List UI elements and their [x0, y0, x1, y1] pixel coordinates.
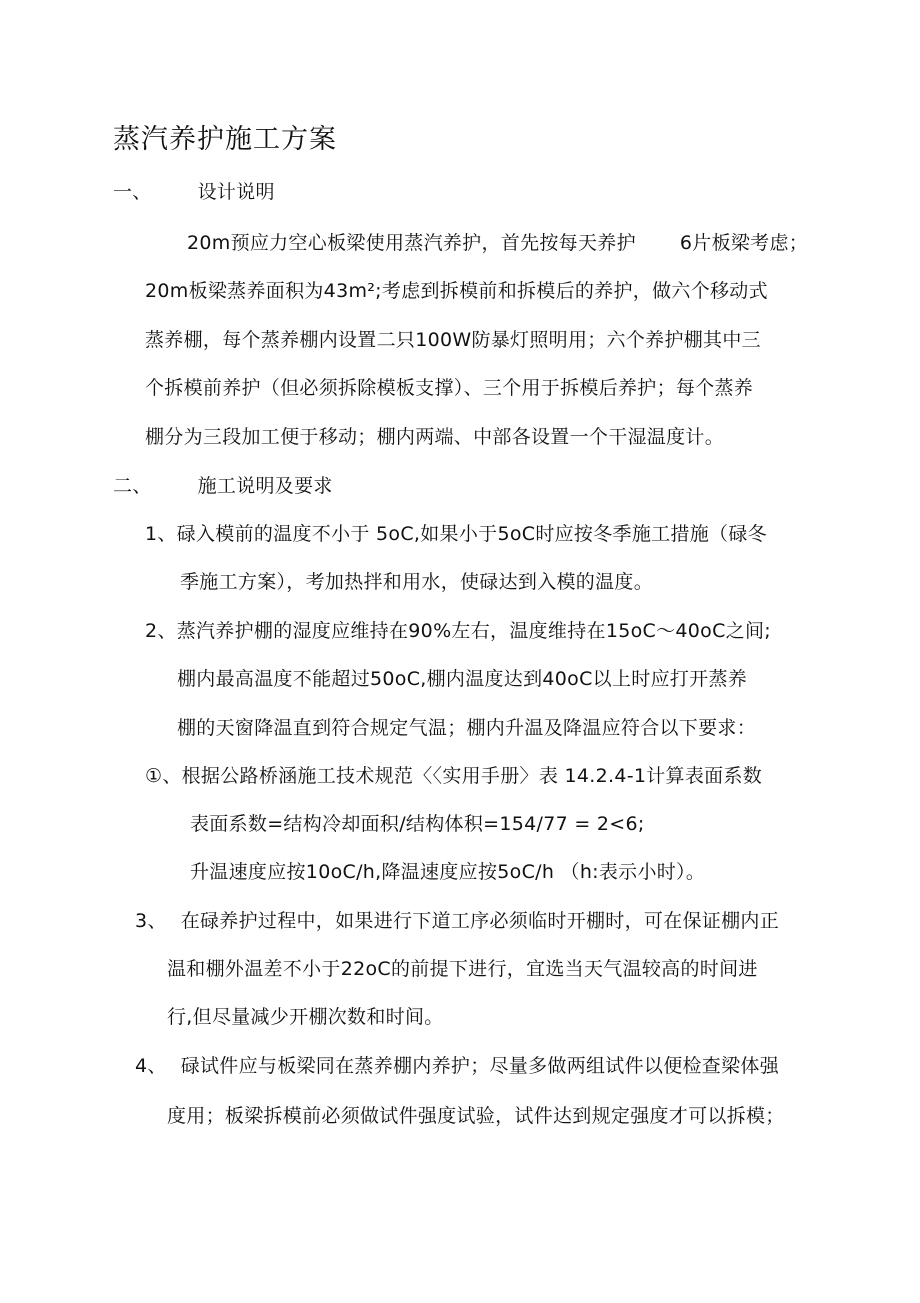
item-3-line: [135, 907, 779, 935]
item-2-line: 棚内最高温度不能超过50oC,棚内温度达到40oC以上时应打开蒸养: [177, 668, 748, 690]
section-2-number: 二、: [113, 475, 152, 497]
sub-item-line: 表面系数=结构冷却面积/结构体积=154/77 = 2<6;: [190, 813, 645, 835]
item-2-line: 棚的天窗降温直到符合规定气温；棚内升温及降温应符合以下要求：: [177, 717, 757, 739]
paragraph-line: 个拆模前养护（但必须拆除模板支撑）、三个用于拆模后养护；每个蒸养: [145, 377, 754, 399]
item-3-number: 3、: [135, 910, 167, 932]
section-1-heading: [113, 178, 275, 206]
paragraph-line: 20m板梁蒸养面积为43m²;考虑到拆模前和拆模后的养护，做六个移动式: [145, 280, 768, 302]
item-2-line: 2、蒸汽养护棚的湿度应维持在90%左右，温度维持在15oC〜40oC之间;: [145, 620, 771, 642]
item-4-line: 度用；板梁拆模前必须做试件强度试验，试件达到规定强度才可以拆模；: [167, 1105, 785, 1127]
item-4-line: [135, 1052, 779, 1080]
page-title: 蒸汽养护施工方案: [113, 124, 337, 155]
paragraph-line: 棚分为三段加工便于移动；棚内两端、中部各设置一个干湿温度计。: [145, 426, 725, 448]
paragraph-line: 蒸养棚，每个蒸养棚内设置二只100W防暴灯照明用；六个养护棚其中三: [145, 329, 761, 351]
item-1-line: 季施工方案），考加热拌和用水，使碌达到入模的温度。: [180, 571, 654, 593]
sub-item-line: 升温速度应按10oC/h,降温速度应按5oC/h （h:表示小时）。: [190, 861, 706, 883]
paragraph-line: [187, 229, 808, 257]
text-segment: 碌试件应与板梁同在蒸养棚内养护；尽量多做两组试件以便检查梁体强: [180, 1055, 780, 1077]
sub-item-line: ①、根据公路桥涵施工技术规范〈〈实用手册〉表 14.2.4-1计算表面系数: [145, 765, 763, 787]
item-3-line: 行,但尽量减少开棚次数和时间。: [167, 1006, 444, 1028]
section-1-title: 设计说明: [197, 181, 275, 203]
text-segment: 6片板梁考虑；: [679, 232, 809, 254]
section-1-number: 一、: [113, 181, 152, 203]
text-segment: 在碌养护过程中，如果进行下道工序必须临时开棚时，可在保证棚内正: [180, 910, 780, 932]
item-3-line: 温和棚外温差不小于22oC的前提下进行，宜选当天气温较高的时间进: [167, 958, 758, 980]
item-4-number: 4、: [135, 1055, 167, 1077]
section-2-title: 施工说明及要求: [197, 475, 333, 497]
item-1-line: 1、碌入模前的温度不小于 5oC,如果小于5oC时应按冬季施工措施（碌冬: [145, 523, 767, 545]
section-2-heading: [113, 472, 333, 500]
text-segment: 20m预应力空心板梁使用蒸汽养护，首先按每天养护: [187, 232, 636, 254]
